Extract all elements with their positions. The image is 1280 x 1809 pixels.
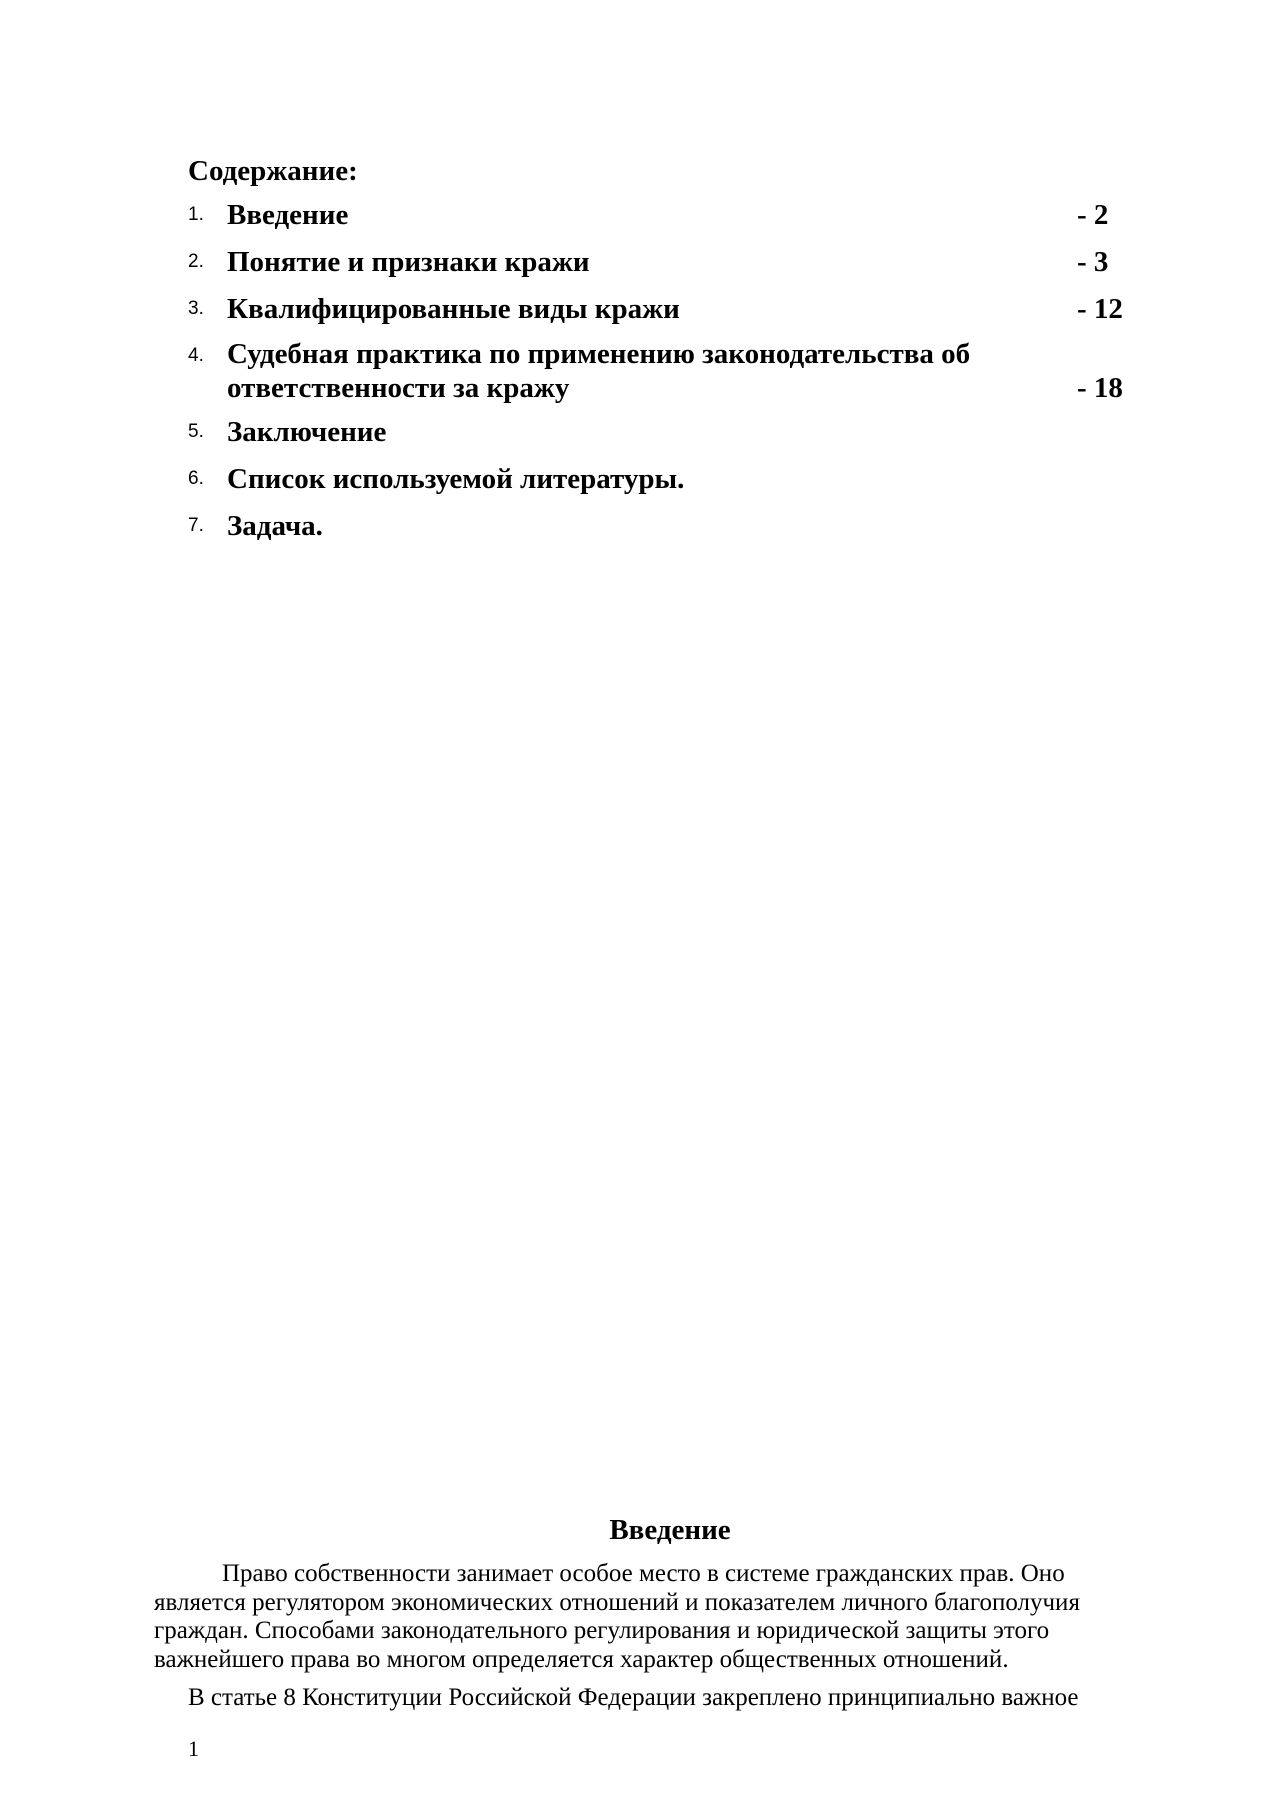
toc-item-page: - 12 — [1077, 293, 1123, 325]
toc-item-concept — [188, 243, 1148, 279]
section-title-introduction: Введение — [609, 1514, 731, 1546]
paragraph: В статье 8 Конституции Российской Федерации закреплено принципиально важное — [188, 1684, 1079, 1711]
toc-item-judicial-practice — [188, 337, 1148, 405]
toc-item-number: 2. — [188, 251, 204, 272]
toc-item-qualified-types — [188, 290, 1148, 326]
table-of-contents — [188, 196, 1148, 554]
toc-item-task — [188, 507, 1148, 543]
toc-item-title: Задача. — [227, 510, 323, 542]
toc-item-title: Квалифицированные виды кражи — [227, 293, 680, 325]
toc-item-page: - 2 — [1077, 199, 1109, 231]
toc-item-introduction — [188, 196, 1148, 232]
toc-item-page: - 18 — [1077, 372, 1123, 404]
page-number: 1 — [188, 1736, 199, 1761]
toc-item-title: Введение — [227, 199, 349, 231]
toc-item-page: - 3 — [1077, 246, 1109, 278]
toc-item-title: Список используемой литературы. — [227, 463, 685, 495]
toc-item-bibliography — [188, 460, 1148, 496]
toc-item-title: Заключение — [227, 416, 387, 448]
toc-item-number: 5. — [188, 421, 204, 442]
toc-item-number: 3. — [188, 298, 204, 319]
toc-item-number: 7. — [188, 515, 204, 536]
toc-item-number: 4. — [188, 345, 204, 366]
toc-item-title: Понятие и признаки кражи — [227, 246, 590, 278]
toc-item-number: 6. — [188, 468, 204, 489]
toc-heading: Содержание: — [188, 155, 358, 187]
toc-item-title: Судебная практика по применению законодательства об ответственности за кражу — [227, 338, 971, 404]
toc-item-number: 1. — [188, 204, 204, 225]
paragraph: Право собственности занимает особое место в системе гражданских прав. Оно является регулятором экономических отношений и показателем личного благополучия граждан. Способами законодательного регулирования и юридической защиты этого важнейшего права во многом определяется характер общественных отношений. — [154, 1560, 1080, 1673]
toc-item-conclusion — [188, 413, 1148, 449]
introduction-body — [154, 1560, 1124, 1713]
